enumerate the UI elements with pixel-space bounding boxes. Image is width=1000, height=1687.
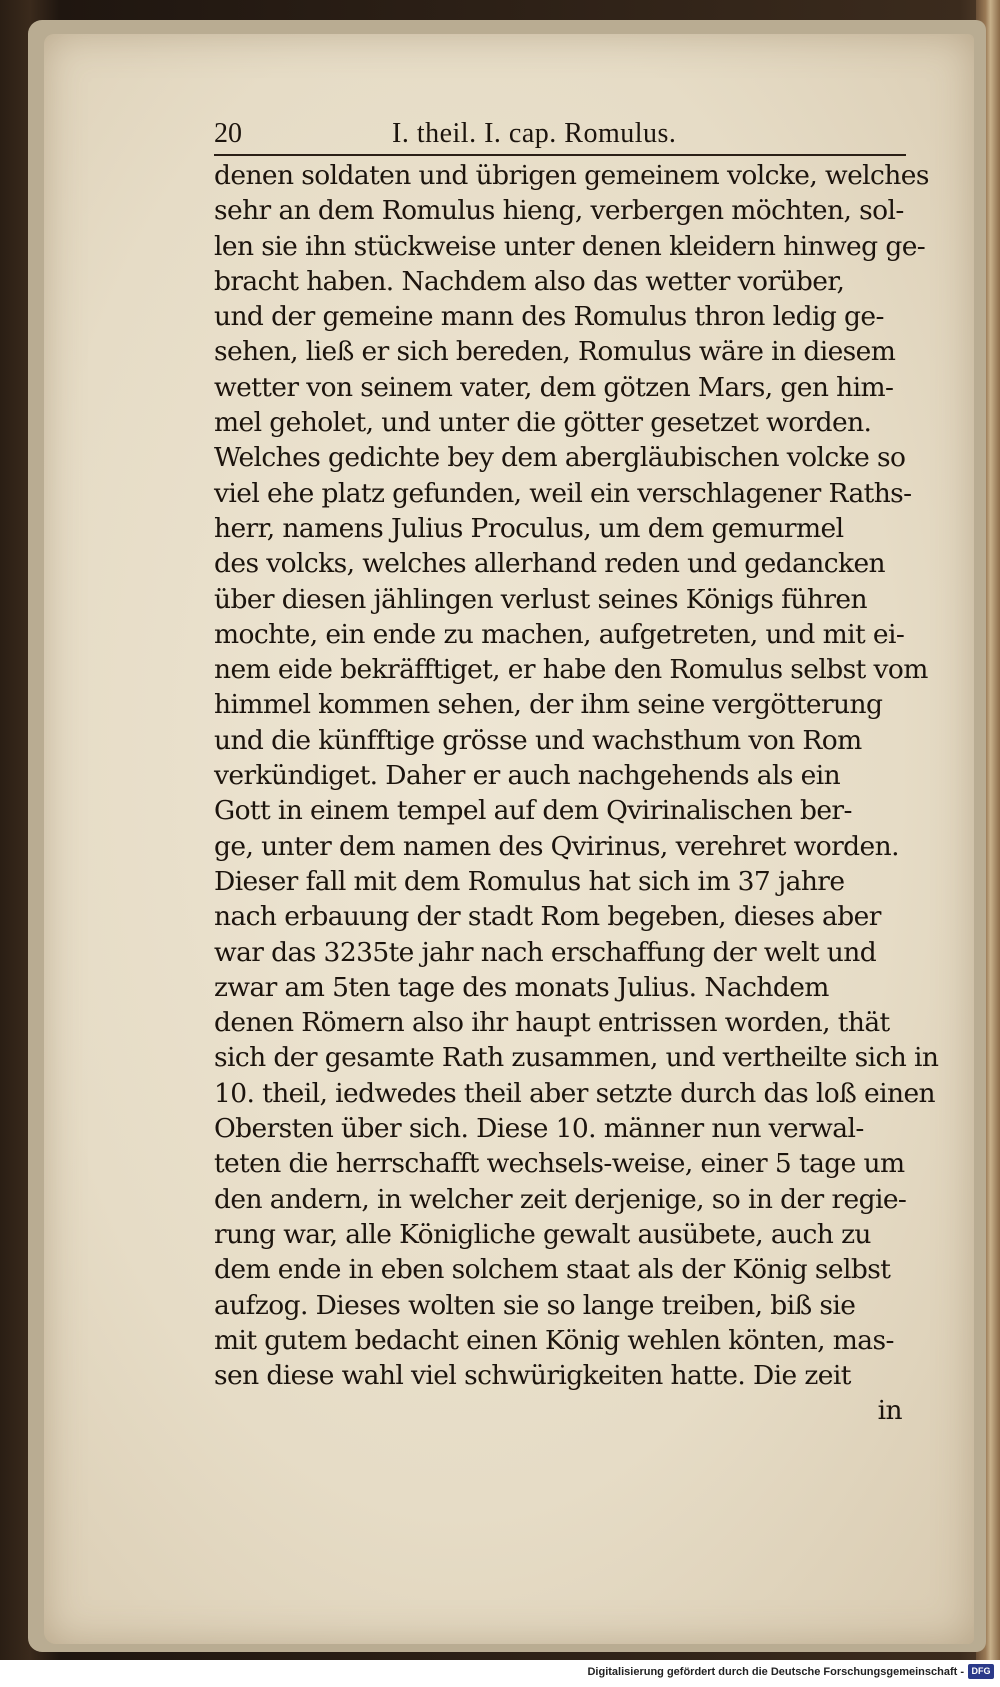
- text-line: sehr an dem Romulus hieng, verbergen möchten, sol-: [214, 195, 904, 227]
- text-line: 10. theil, iedwedes theil aber setzte durch das loß einen: [214, 1077, 936, 1109]
- text-line: himmel kommen sehen, der ihm seine vergötterung: [214, 689, 883, 721]
- text-line: teten die herrschafft wechsels-weise, einer 5 tage um: [214, 1148, 905, 1180]
- text-line: bracht haben. Nachdem also das wetter vorüber,: [214, 265, 845, 297]
- header-rule: [214, 154, 906, 156]
- text-line: zwar am 5ten tage des monats Julius. Nachdem: [214, 971, 829, 1003]
- text-line: nach erbauung der stadt Rom begeben, dieses aber: [214, 901, 881, 933]
- page-number: 20: [214, 118, 242, 149]
- text-line: dem ende in eben solchem staat als der König selbst: [214, 1254, 891, 1286]
- text-line: und die künfftige grösse und wachsthum von Rom: [214, 724, 862, 756]
- text-line: mit gutem bedacht einen König wehlen könten, mas-: [214, 1324, 894, 1356]
- text-line: aufzog. Dieses wolten sie so lange treiben, biß sie: [214, 1289, 856, 1321]
- text-line: den andern, in welcher zeit derjenige, so in der regie-: [214, 1183, 907, 1215]
- text-line: viel ehe platz gefunden, weil ein verschlagener Raths-: [214, 477, 912, 509]
- dfg-logo-icon: DFG: [968, 1664, 994, 1679]
- funding-note: Digitalisierung gefördert durch die Deutsche Forschungsgemeinschaft -: [587, 1666, 964, 1678]
- text-line: und der gemeine mann des Romulus thron ledig ge-: [214, 301, 884, 333]
- page-header: [214, 106, 914, 150]
- text-line: wetter von seinem vater, dem götzen Mars, gen him-: [214, 371, 894, 403]
- text-line: denen Römern also ihr haupt entrissen worden, thät: [214, 1007, 890, 1039]
- text-line: ge, unter dem namen des Qvirinus, verehret worden.: [214, 830, 899, 862]
- text-line: verkündiget. Daher er auch nachgehends als ein: [214, 760, 841, 792]
- text-line: Gott in einem tempel auf dem Qvirinalischen ber-: [214, 795, 852, 827]
- footer-bar: [0, 1660, 1000, 1687]
- text-line: nem eide bekräfftiget, er habe den Romulus selbst vom: [214, 654, 928, 686]
- catchword: in: [877, 1395, 902, 1427]
- text-line: mochte, ein ende zu machen, aufgetreten, und mit ei-: [214, 618, 905, 650]
- running-title: I. theil. I. cap. Romulus.: [392, 118, 677, 149]
- text-line: über diesen jählingen verlust seines Königs führen: [214, 583, 867, 615]
- text-line: des volcks, welches allerhand reden und gedancken: [214, 548, 886, 580]
- text-line: sen diese wahl viel schwürigkeiten hatte. Die zeit: [214, 1360, 851, 1392]
- text-line: Welches gedichte bey dem abergläubischen volcke so: [214, 442, 906, 474]
- text-line: war das 3235te jahr nach erschaffung der welt und: [214, 936, 877, 968]
- text-line: herr, namens Julius Proculus, um dem gemurmel: [214, 512, 844, 544]
- body-text: [214, 158, 939, 1429]
- text-line: rung war, alle Königliche gewalt ausübete, auch zu: [214, 1218, 871, 1250]
- text-line: sehen, ließ er sich bereden, Romulus wäre in diesem: [214, 336, 896, 368]
- text-line: denen soldaten und übrigen gemeinem volcke, welches: [214, 160, 929, 191]
- text-line: sich der gesamte Rath zusammen, und vertheilte sich in: [214, 1042, 939, 1074]
- text-line: mel geholet, und unter die götter gesetzet worden.: [214, 407, 872, 439]
- text-line: len sie ihn stückweise unter denen kleidern hinweg ge-: [214, 230, 926, 262]
- text-line: Dieser fall mit dem Romulus hat sich im 37 jahre: [214, 865, 845, 897]
- text-line: Obersten über sich. Diese 10. männer nun verwal-: [214, 1113, 864, 1145]
- text-block: [214, 106, 939, 1427]
